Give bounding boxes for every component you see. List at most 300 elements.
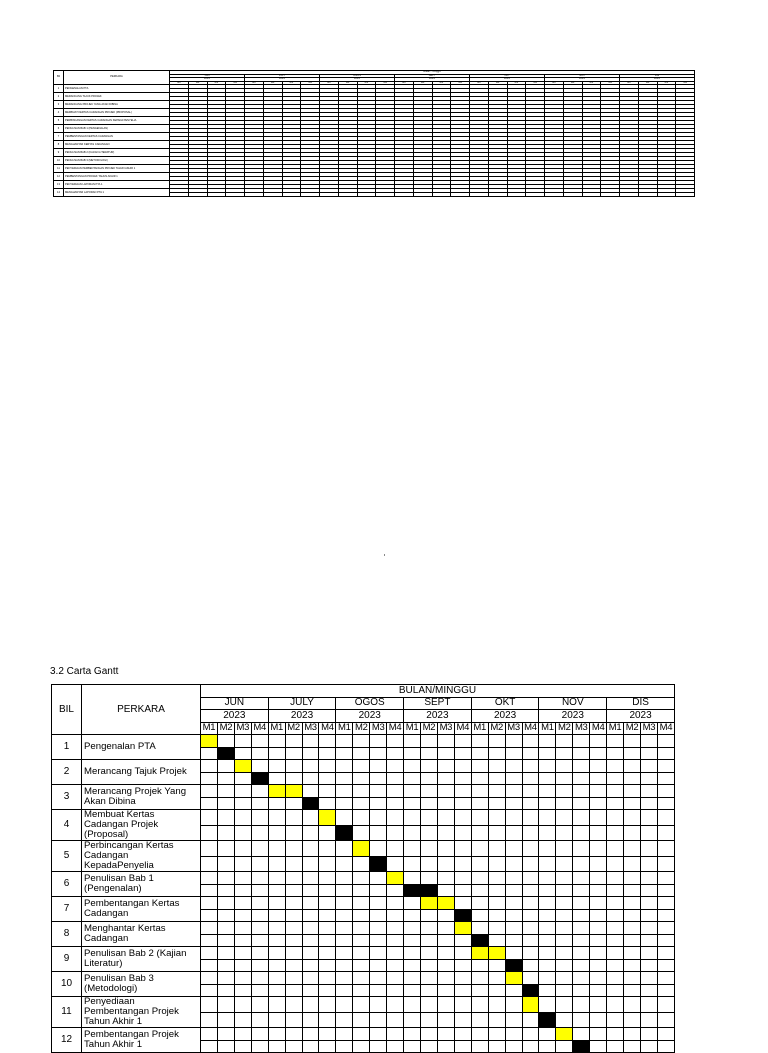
gantt-cell	[336, 797, 353, 810]
gantt-cell	[488, 797, 505, 810]
gantt-cell	[387, 825, 404, 841]
mini-week-header: M4	[451, 81, 470, 85]
mini-gantt-cell	[563, 193, 582, 197]
gantt-cell	[251, 825, 268, 841]
gantt-cell	[539, 959, 556, 972]
gantt-cell	[624, 947, 641, 960]
gantt-cell	[437, 841, 454, 857]
mini-task-perkara: PENYEDIAAN LAPORAN PTA 1	[64, 181, 170, 189]
gantt-cell	[319, 797, 336, 810]
gantt-cell	[370, 760, 387, 773]
gantt-cell	[217, 856, 234, 872]
gantt-cell-actual	[522, 984, 539, 997]
task-subrow	[52, 922, 675, 935]
gantt-cell	[234, 856, 251, 872]
gantt-cell	[201, 785, 218, 798]
task-perkara: Menghantar Kertas Cadangan	[82, 922, 201, 947]
gantt-cell	[454, 984, 471, 997]
mini-year-header: 2023	[395, 78, 470, 82]
gantt-cell	[404, 841, 421, 857]
gantt-cell	[404, 1028, 421, 1041]
gantt-cell	[302, 909, 319, 922]
mini-week-header: M3	[507, 81, 526, 85]
gantt-cell	[268, 934, 285, 947]
gantt-cell	[370, 747, 387, 760]
gantt-cell	[590, 772, 607, 785]
gantt-cell	[640, 959, 657, 972]
gantt-cell	[234, 841, 251, 857]
task-perkara: Penulisan Bab 1 (Pengenalan)	[82, 872, 201, 897]
gantt-cell	[590, 947, 607, 960]
gantt-cell	[437, 825, 454, 841]
gantt-cell	[420, 922, 437, 935]
task-subrow	[52, 947, 675, 960]
mini-gantt-cell	[263, 193, 282, 197]
stray-mark	[384, 554, 385, 556]
gantt-cell	[488, 997, 505, 1013]
gantt-cell	[522, 785, 539, 798]
gantt-cell	[217, 785, 234, 798]
mini-task-bil: 9	[54, 149, 64, 157]
gantt-cell	[454, 747, 471, 760]
gantt-cell	[370, 997, 387, 1013]
gantt-cell	[624, 760, 641, 773]
gantt-cell	[370, 825, 387, 841]
gantt-cell	[319, 735, 336, 748]
mini-gantt-cell	[301, 193, 320, 197]
gantt-cell	[387, 1028, 404, 1041]
mini-week-header: M2	[338, 81, 357, 85]
gantt-cell	[590, 934, 607, 947]
gantt-cell	[556, 772, 573, 785]
section-caption: 3.2 Carta Gantt	[50, 666, 119, 677]
task-subrow	[52, 841, 675, 857]
gantt-cell	[607, 972, 624, 985]
gantt-cell	[285, 909, 302, 922]
gantt-cell	[217, 841, 234, 857]
gantt-cell	[607, 747, 624, 760]
gantt-cell	[201, 1028, 218, 1041]
gantt-cell	[624, 825, 641, 841]
gantt-cell	[505, 797, 522, 810]
gantt-cell	[217, 997, 234, 1013]
gantt-cell-actual	[302, 797, 319, 810]
year-header: 2023	[201, 710, 269, 723]
gantt-cell	[217, 972, 234, 985]
gantt-cell	[573, 856, 590, 872]
gantt-cell-actual	[420, 884, 437, 897]
mini-gantt-cell	[601, 193, 620, 197]
gantt-cell	[454, 772, 471, 785]
gantt-cell	[251, 760, 268, 773]
gantt-cell	[370, 934, 387, 947]
week-header: M4	[387, 722, 404, 735]
gantt-cell	[319, 1040, 336, 1053]
task-subrow	[52, 897, 675, 910]
gantt-cell	[387, 856, 404, 872]
gantt-cell	[302, 841, 319, 857]
task-perkara: Penulisan Bab 3 (Metodologi)	[82, 972, 201, 997]
gantt-cell	[353, 959, 370, 972]
gantt-cell	[505, 922, 522, 935]
task-bil: 12	[52, 1028, 82, 1053]
gantt-cell	[336, 1028, 353, 1041]
gantt-cell	[420, 735, 437, 748]
mini-week-header: M2	[263, 81, 282, 85]
gantt-cell	[488, 1028, 505, 1041]
gantt-cell	[336, 785, 353, 798]
gantt-cell	[420, 1028, 437, 1041]
gantt-cell	[234, 735, 251, 748]
month-header: OKT	[471, 697, 539, 710]
gantt-cell	[624, 997, 641, 1013]
gantt-cell	[624, 984, 641, 997]
gantt-cell	[201, 825, 218, 841]
mini-gantt-cell	[470, 193, 489, 197]
gantt-cell	[387, 922, 404, 935]
week-header: M3	[302, 722, 319, 735]
gantt-cell	[370, 772, 387, 785]
gantt-cell	[370, 909, 387, 922]
gantt-cell	[353, 934, 370, 947]
gantt-cell	[336, 810, 353, 826]
gantt-cell	[404, 1012, 421, 1028]
gantt-cell	[319, 884, 336, 897]
gantt-cell	[640, 760, 657, 773]
gantt-cell	[268, 760, 285, 773]
gantt-cell	[556, 959, 573, 972]
gantt-cell	[539, 1040, 556, 1053]
gantt-cell	[624, 841, 641, 857]
mini-task-bil: 14	[54, 189, 64, 197]
gantt-cell	[370, 984, 387, 997]
gantt-cell	[471, 884, 488, 897]
gantt-cell	[505, 735, 522, 748]
gantt-cell	[640, 797, 657, 810]
gantt-cell	[285, 922, 302, 935]
gantt-cell	[590, 897, 607, 910]
gantt-cell	[488, 909, 505, 922]
gantt-cell	[268, 1012, 285, 1028]
gantt-cell	[657, 947, 674, 960]
gantt-cell	[387, 810, 404, 826]
gantt-cell	[353, 810, 370, 826]
week-header: M4	[454, 722, 471, 735]
gantt-cell	[420, 772, 437, 785]
gantt-cell	[387, 1012, 404, 1028]
gantt-cell	[624, 735, 641, 748]
gantt-cell	[217, 947, 234, 960]
gantt-cell-actual	[217, 747, 234, 760]
gantt-cell	[522, 922, 539, 935]
gantt-cell	[607, 1028, 624, 1041]
gantt-cell	[556, 1040, 573, 1053]
gantt-cell	[285, 747, 302, 760]
week-header: M2	[488, 722, 505, 735]
gantt-cell	[217, 735, 234, 748]
gantt-cell	[217, 934, 234, 947]
gantt-cell	[657, 1012, 674, 1028]
gantt-cell	[640, 984, 657, 997]
gantt-cell-plan	[353, 841, 370, 857]
task-bil: 5	[52, 841, 82, 872]
gantt-cell	[437, 984, 454, 997]
gantt-cell	[471, 1028, 488, 1041]
mini-gantt-cell	[245, 193, 264, 197]
gantt-cell	[217, 1040, 234, 1053]
gantt-cell	[556, 856, 573, 872]
gantt-cell	[556, 1012, 573, 1028]
mini-week-header: M3	[657, 81, 676, 85]
task-bil: 7	[52, 897, 82, 922]
gantt-cell	[420, 825, 437, 841]
gantt-cell	[488, 810, 505, 826]
gantt-cell	[268, 997, 285, 1013]
task-perkara: Pengenalan PTA	[82, 735, 201, 760]
gantt-cell	[336, 922, 353, 935]
gantt-cell	[217, 909, 234, 922]
gantt-cell	[640, 922, 657, 935]
mini-year-header: 2023	[470, 78, 545, 82]
gantt-cell	[268, 825, 285, 841]
gantt-cell	[437, 947, 454, 960]
gantt-cell	[217, 922, 234, 935]
gantt-cell	[285, 825, 302, 841]
mini-year-header: 2023	[170, 78, 245, 82]
gantt-cell	[471, 872, 488, 885]
gantt-cell	[657, 1040, 674, 1053]
gantt-cell	[268, 872, 285, 885]
gantt-cell	[505, 760, 522, 773]
gantt-cell	[505, 984, 522, 997]
mini-task-perkara: PENGENALAN PTA	[64, 85, 170, 93]
gantt-cell	[573, 909, 590, 922]
gantt-cell	[420, 856, 437, 872]
gantt-cell	[302, 872, 319, 885]
mini-task-bil: 2	[54, 93, 64, 101]
gantt-cell	[454, 872, 471, 885]
gantt-cell	[657, 841, 674, 857]
mini-week-header: M4	[601, 81, 620, 85]
gantt-cell	[522, 972, 539, 985]
gantt-cell	[607, 772, 624, 785]
gantt-cell-plan	[387, 872, 404, 885]
gantt-cell	[201, 934, 218, 947]
gantt-cell	[640, 884, 657, 897]
task-perkara: Merancang Projek Yang Akan Dibina	[82, 785, 201, 810]
gantt-cell	[590, 972, 607, 985]
month-header: DIS	[607, 697, 675, 710]
gantt-cell	[336, 909, 353, 922]
week-header: M1	[539, 722, 556, 735]
gantt-cell	[640, 785, 657, 798]
week-header: M4	[522, 722, 539, 735]
gantt-cell	[624, 1040, 641, 1053]
gantt-cell	[471, 997, 488, 1013]
gantt-cell	[404, 810, 421, 826]
gantt-cell	[217, 1012, 234, 1028]
gantt-cell	[624, 785, 641, 798]
gantt-cell	[437, 922, 454, 935]
gantt-cell	[522, 747, 539, 760]
gantt-cell	[420, 760, 437, 773]
week-header: M3	[370, 722, 387, 735]
task-perkara: Pembentangan Projek Tahun Akhir 1	[82, 1028, 201, 1053]
task-bil: 11	[52, 997, 82, 1028]
gantt-cell	[590, 735, 607, 748]
gantt-cell	[404, 997, 421, 1013]
mini-week-header: M2	[563, 81, 582, 85]
gantt-cell	[488, 922, 505, 935]
gantt-cell	[488, 841, 505, 857]
gantt-cell	[201, 947, 218, 960]
gantt-cell	[556, 825, 573, 841]
gantt-cell	[420, 747, 437, 760]
gantt-cell	[624, 922, 641, 935]
gantt-cell	[353, 909, 370, 922]
gantt-cell	[234, 747, 251, 760]
gantt-cell	[302, 972, 319, 985]
gantt-cell	[319, 922, 336, 935]
gantt-cell	[624, 810, 641, 826]
gantt-cell	[624, 959, 641, 972]
gantt-cell	[607, 934, 624, 947]
gantt-cell	[201, 841, 218, 857]
gantt-cell	[437, 1028, 454, 1041]
gantt-cell	[437, 772, 454, 785]
gantt-cell	[505, 934, 522, 947]
gantt-cell	[201, 760, 218, 773]
gantt-table	[51, 684, 675, 1053]
gantt-cell	[607, 856, 624, 872]
gantt-cell	[420, 810, 437, 826]
gantt-cell	[640, 747, 657, 760]
gantt-cell	[505, 772, 522, 785]
gantt-cell	[336, 841, 353, 857]
gantt-cell	[607, 841, 624, 857]
year-header: 2023	[336, 710, 404, 723]
header-row-title	[52, 685, 675, 698]
gantt-cell	[319, 959, 336, 972]
month-header: NOV	[539, 697, 607, 710]
gantt-cell	[505, 947, 522, 960]
mini-week-header: M4	[676, 81, 695, 85]
gantt-cell	[522, 1040, 539, 1053]
gantt-cell	[539, 825, 556, 841]
gantt-cell	[234, 997, 251, 1013]
mini-gantt-cell	[170, 193, 189, 197]
mini-task-bil: 4	[54, 109, 64, 117]
gantt-cell	[420, 1040, 437, 1053]
gantt-cell	[234, 810, 251, 826]
gantt-cell	[573, 872, 590, 885]
gantt-cell	[607, 735, 624, 748]
task-subrow	[52, 785, 675, 798]
week-header: M3	[505, 722, 522, 735]
gantt-cell	[590, 747, 607, 760]
gantt-cell	[624, 856, 641, 872]
gantt-cell	[556, 872, 573, 885]
gantt-cell	[454, 959, 471, 972]
gantt-cell	[217, 825, 234, 841]
gantt-cell	[268, 959, 285, 972]
gantt-cell	[505, 825, 522, 841]
gantt-cell	[640, 909, 657, 922]
gantt-cell	[302, 1028, 319, 1041]
gantt-cell	[302, 760, 319, 773]
gantt-cell	[573, 934, 590, 947]
gantt-cell	[285, 1012, 302, 1028]
gantt-cell	[201, 997, 218, 1013]
gantt-cell	[522, 872, 539, 885]
gantt-cell	[201, 1040, 218, 1053]
gantt-cell	[607, 1040, 624, 1053]
gantt-cell	[370, 797, 387, 810]
task-bil: 10	[52, 972, 82, 997]
gantt-cell	[404, 797, 421, 810]
gantt-cell	[573, 997, 590, 1013]
week-header: M3	[640, 722, 657, 735]
gantt-cell	[437, 797, 454, 810]
gantt-cell	[285, 872, 302, 885]
gantt-cell	[590, 1040, 607, 1053]
task-perkara: Penulisan Bab 2 (Kajian Literatur)	[82, 947, 201, 972]
gantt-cell	[251, 909, 268, 922]
gantt-cell	[640, 1028, 657, 1041]
gantt-cell	[336, 947, 353, 960]
task-perkara: Perbincangan Kertas Cadangan KepadaPenyelia	[82, 841, 201, 872]
gantt-cell	[471, 1040, 488, 1053]
gantt-cell	[336, 760, 353, 773]
gantt-cell	[573, 735, 590, 748]
gantt-cell	[234, 972, 251, 985]
gantt-cell	[556, 797, 573, 810]
gantt-cell	[471, 984, 488, 997]
mini-gantt-cell	[188, 193, 207, 197]
gantt-cell	[201, 747, 218, 760]
gantt-cell	[657, 1028, 674, 1041]
gantt-cell	[404, 856, 421, 872]
gantt-cell	[640, 972, 657, 985]
gantt-cell	[556, 841, 573, 857]
gantt-cell	[370, 810, 387, 826]
gantt-cell	[319, 1028, 336, 1041]
gantt-cell	[285, 735, 302, 748]
gantt-cell	[370, 972, 387, 985]
week-header: M1	[336, 722, 353, 735]
gantt-cell-actual	[539, 1012, 556, 1028]
gantt-cell	[624, 772, 641, 785]
gantt-cell	[556, 897, 573, 910]
gantt-cell	[302, 947, 319, 960]
week-header: M2	[624, 722, 641, 735]
gantt-cell-actual	[573, 1040, 590, 1053]
gantt-cell	[539, 810, 556, 826]
gantt-cell	[251, 897, 268, 910]
gantt-cell	[251, 922, 268, 935]
mini-gantt-cell	[526, 193, 545, 197]
gantt-cell	[387, 735, 404, 748]
gantt-cell	[539, 797, 556, 810]
gantt-cell	[234, 897, 251, 910]
gantt-cell	[573, 1028, 590, 1041]
gantt-cell	[251, 884, 268, 897]
gantt-cell	[454, 735, 471, 748]
year-header: 2023	[268, 710, 336, 723]
mini-task-perkara: PENULISAN BAB 3 (METODOLOGI)	[64, 157, 170, 165]
gantt-cell	[285, 760, 302, 773]
gantt-cell	[387, 884, 404, 897]
